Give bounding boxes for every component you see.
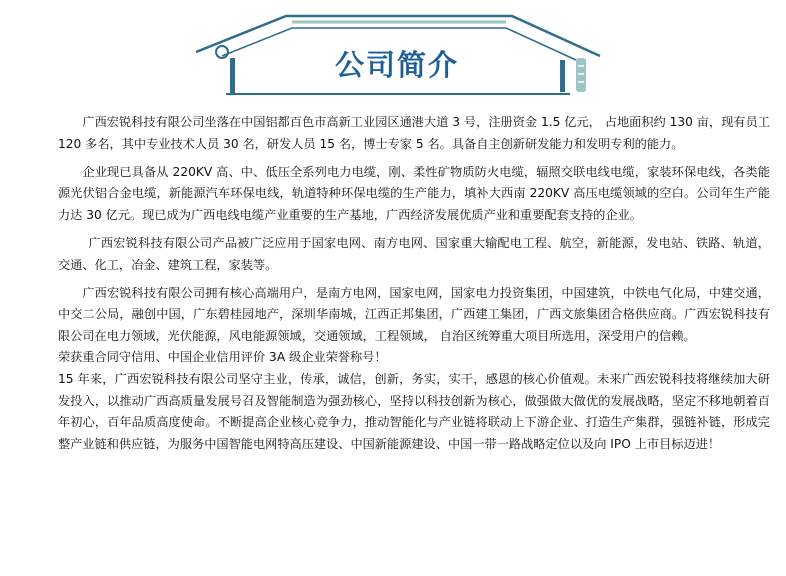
title-banner [0, 0, 786, 110]
paragraph-customers: 广西宏锐科技有限公司拥有核心高端用户，是南方电网，国家电网，国家电力投资集团，中国建筑，中铁电气化局，中建交通，中交二公局，融创中国，广东碧桂园地产，深圳华南城，江西正邦集团，广西建工集团，广西文旅集团合格供应商。广西宏锐科技有限公司在电力领域，光伏能源，风电能源领域，交通领域，工程领域， 自治区统筹重大项目所选用，深受用户的信赖。 [58, 285, 770, 343]
paragraph-honor: 荣获重合同守信用、中国企业信用评价 3A 级企业荣誉称号！ [58, 350, 387, 365]
paragraph-overview: 广西宏锐科技有限公司坐落在中国铝都百色市高新工业园区通港大道 3 号，注册资金 1.5 亿元， 占地面积约 130 亩，现有员工 120 多名，其中专业技术人员 30 名，研发人员 15 名，博士专家 5 名。具备自主创新研发能力和发明专利的能力。 [58, 115, 770, 151]
paragraph-applications: 广西宏锐科技有限公司产品被广泛应用于国家电网、南方电网、国家重大输配电工程、航空，新能源，发电站、铁路、轨道，交通、化工，冶金、建筑工程，家装等。 [58, 235, 770, 272]
company-intro-text [58, 112, 770, 462]
paragraph-future: 15 年来，广西宏锐科技有限公司坚守主业，传承，诚信，创新，务实，实干，感恩的核心价值观。未来广西宏锐科技将继续加大研发投入，以推动广西高质量发展号召及智能制造为强劲核心，坚持以科技创新为核心，做强做大做优的发展战略，坚定不移地朝着百年初心，百年品质高度使命。不断提高企业核心竞争力，推动智能化与产业链将联动上下游企业、打造生产集群，强链补链，形成完整产业链和供应链，为服务中国智能电网特高压建设、中国新能源建设、中国一带一路战略定位以及向 IPO 上市目标迈进！ [58, 372, 770, 451]
paragraph-capability: 企业现已具备从 220KV 高、中、低压全系列电力电缆，刚、柔性矿物质防火电缆，辐照交联电线电缆，家装环保电线，各类能源光伏铝合金电缆，新能源汽车环保电线，轨道特种环保电缆的生产能力，填补大西南 220KV 高压电缆领域的空白。公司年生产能力达 30 亿元。现已成为广西电线电缆产业重要的生产基地，广西经济发展优质产业和重要配套支持的企业。 [58, 164, 770, 222]
page-title: 公司简介 [334, 48, 459, 82]
